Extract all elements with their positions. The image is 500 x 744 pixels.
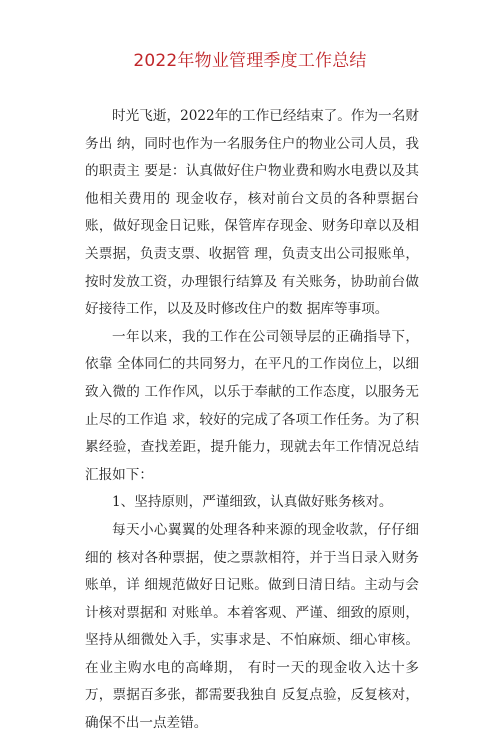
paragraph-intro: 时光飞逝，2022年的工作已经结束了。作为一名财务出 纳，同时也作为一名服务住户的物业公司人员，我的职责主 要是：认真做好住户物业费和购水电费以及其他相关费用的 现金收存，核对前台文员的各种票据台账，做好现金日记账，保管库存现金、财务印章以及相关票据，负责支票、收据管 理，负责支出公司报账单，按时发放工资，办理银行结算及 有关账务，协助前台做好接待工作，以及及时修改住户的数 据库等事项。 (85, 108, 419, 318)
paragraph-section-1: 每天小心翼翼的处理各种来源的现金收款，仔仔细细的 核对各种票据，使之票款相符，并于当日录入财务账单，详 细规范做好日记账。做到日清日结。主动与会计核对票据和 对账单。本着客观、严谨、细致的原则，坚持从细微处入手，实事求是、不怕麻烦、细心审核。在业主购水电的高峰期， 有时一天的现金收入达十多万，票据百多张，都需要我独自 反复点验，反复核对，确保不出一点差错。 (85, 521, 419, 732)
paragraph-summary: 一年以来，我的工作在公司领导层的正确指导下，依靠 全体同仁的共同努力，在平凡的工作岗位上，以细致入微的 工作作风，以乐于奉献的工作态度，以服务无止尽的工作追 求，较好的完成了各项工作任务。为了积累经验，查找差距，提升能力，现就去年工作情况总结汇报如下： (85, 328, 419, 483)
section-heading-1: 1、坚持原则，严谨细致，认真做好账务核对。 (112, 494, 393, 511)
document-body (85, 103, 419, 738)
document-title: 2022年物业管理季度工作总结 (133, 51, 367, 71)
